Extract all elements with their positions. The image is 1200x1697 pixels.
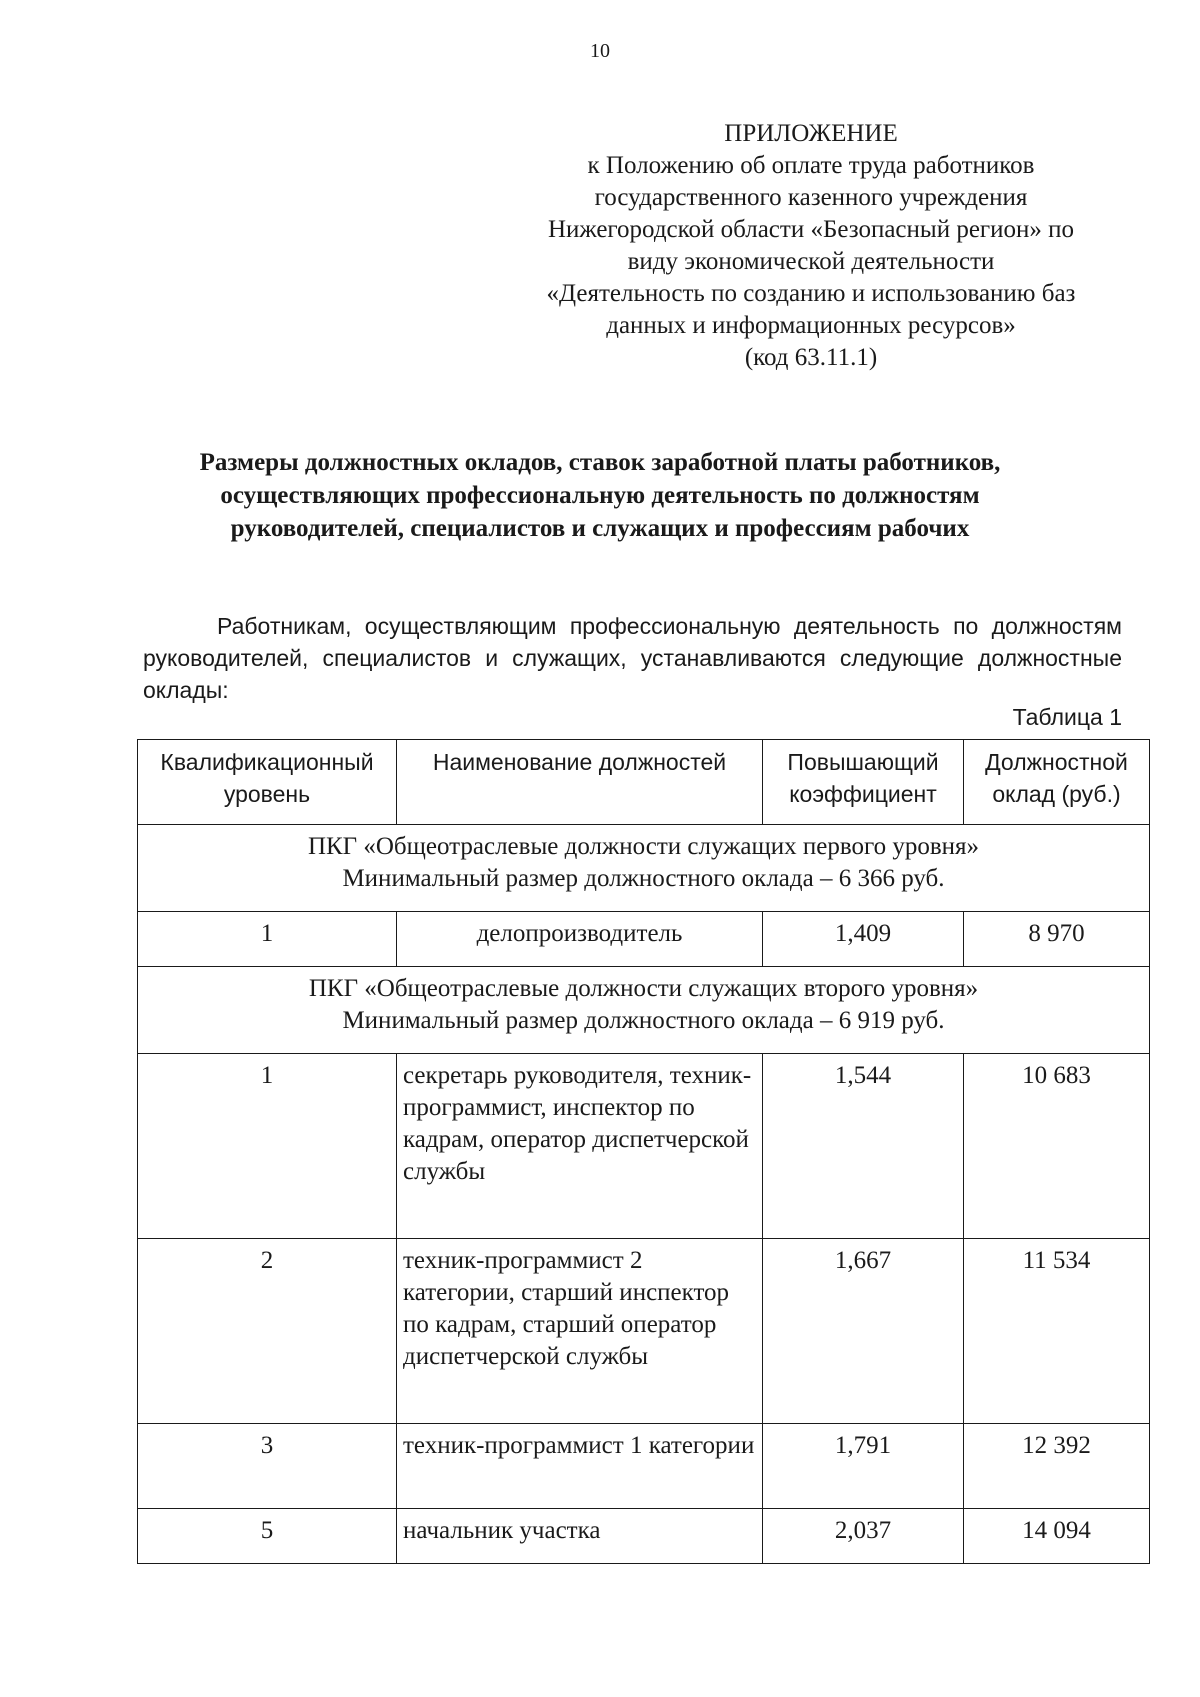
cell-coefficient: 1,791 — [763, 1424, 964, 1509]
group-row — [138, 967, 1150, 1054]
group-cell — [138, 967, 1150, 1054]
cell-salary: 10 683 — [964, 1054, 1150, 1239]
appendix-line: «Деятельность по созданию и использованию баз — [546, 280, 1076, 307]
table-caption: Таблица 1 — [1012, 704, 1122, 730]
header-position-names: Наименование должностей — [397, 740, 763, 825]
group-row — [138, 825, 1150, 912]
group-title: ПКГ «Общеотраслевые должности служащих второго уровня» — [308, 975, 979, 1002]
group-min-salary: Минимальный размер должностного оклада – 6 366 руб. — [342, 865, 945, 892]
group-cell — [138, 825, 1150, 912]
cell-coefficient: 2,037 — [763, 1509, 964, 1564]
salary-table — [137, 739, 1150, 1564]
table-row — [138, 912, 1150, 967]
cell-positions: начальник участка — [397, 1509, 763, 1564]
appendix-heading: ПРИЛОЖЕНИЕ — [724, 120, 898, 147]
title-line: Размеры должностных окладов, ставок заработной платы работников, — [199, 449, 1001, 476]
cell-level: 2 — [138, 1239, 397, 1424]
cell-salary: 12 392 — [964, 1424, 1150, 1509]
page-number: 10 — [590, 40, 610, 62]
cell-salary: 11 534 — [964, 1239, 1150, 1424]
appendix-header — [498, 118, 1124, 374]
appendix-line: (код 63.11.1) — [744, 344, 878, 371]
appendix-line: Нижегородской области «Безопасный регион» по — [547, 216, 1075, 243]
cell-salary: 14 094 — [964, 1509, 1150, 1564]
table-row — [138, 1239, 1150, 1424]
cell-positions: техник-программист 2 категории, старший инспектор по кадрам, старший оператор диспетчерской службы — [397, 1239, 763, 1424]
intro-paragraph: Работникам, осуществляющим профессиональную деятельность по должностям руководителей, специалистов и служащих, устанавливаются следующие должностные оклады: — [143, 613, 1122, 703]
cell-positions: техник-программист 1 категории — [397, 1424, 763, 1509]
cell-positions: секретарь руководителя, техник-программист, инспектор по кадрам, оператор диспетчерской службы — [397, 1054, 763, 1239]
cell-salary: 8 970 — [964, 912, 1150, 967]
title-line: осуществляющих профессиональную деятельность по должностям — [220, 482, 980, 509]
title-line: руководителей, специалистов и служащих и профессиям рабочих — [230, 515, 970, 542]
appendix-line: к Положению об оплате труда работников — [587, 152, 1035, 179]
cell-level: 5 — [138, 1509, 397, 1564]
appendix-line: виду экономической деятельности — [627, 248, 995, 275]
header-salary: Должностной оклад (руб.) — [964, 740, 1150, 825]
cell-level: 1 — [138, 912, 397, 967]
header-qualification-level: Квалификационный уровень — [138, 740, 397, 825]
header-coefficient: Повышающий коэффициент — [763, 740, 964, 825]
document-title — [130, 446, 1070, 545]
cell-coefficient: 1,544 — [763, 1054, 964, 1239]
group-min-salary: Минимальный размер должностного оклада – 6 919 руб. — [342, 1007, 945, 1034]
group-title: ПКГ «Общеотраслевые должности служащих первого уровня» — [307, 833, 980, 860]
appendix-line: государственного казенного учреждения — [594, 184, 1028, 211]
cell-coefficient: 1,667 — [763, 1239, 964, 1424]
appendix-line: данных и информационных ресурсов» — [606, 312, 1016, 339]
cell-coefficient: 1,409 — [763, 912, 964, 967]
table-row — [138, 1509, 1150, 1564]
cell-level: 3 — [138, 1424, 397, 1509]
table-row — [138, 1054, 1150, 1239]
cell-positions: делопроизводитель — [397, 912, 763, 967]
table-header-row — [138, 740, 1150, 825]
table-row — [138, 1424, 1150, 1509]
cell-level: 1 — [138, 1054, 397, 1239]
